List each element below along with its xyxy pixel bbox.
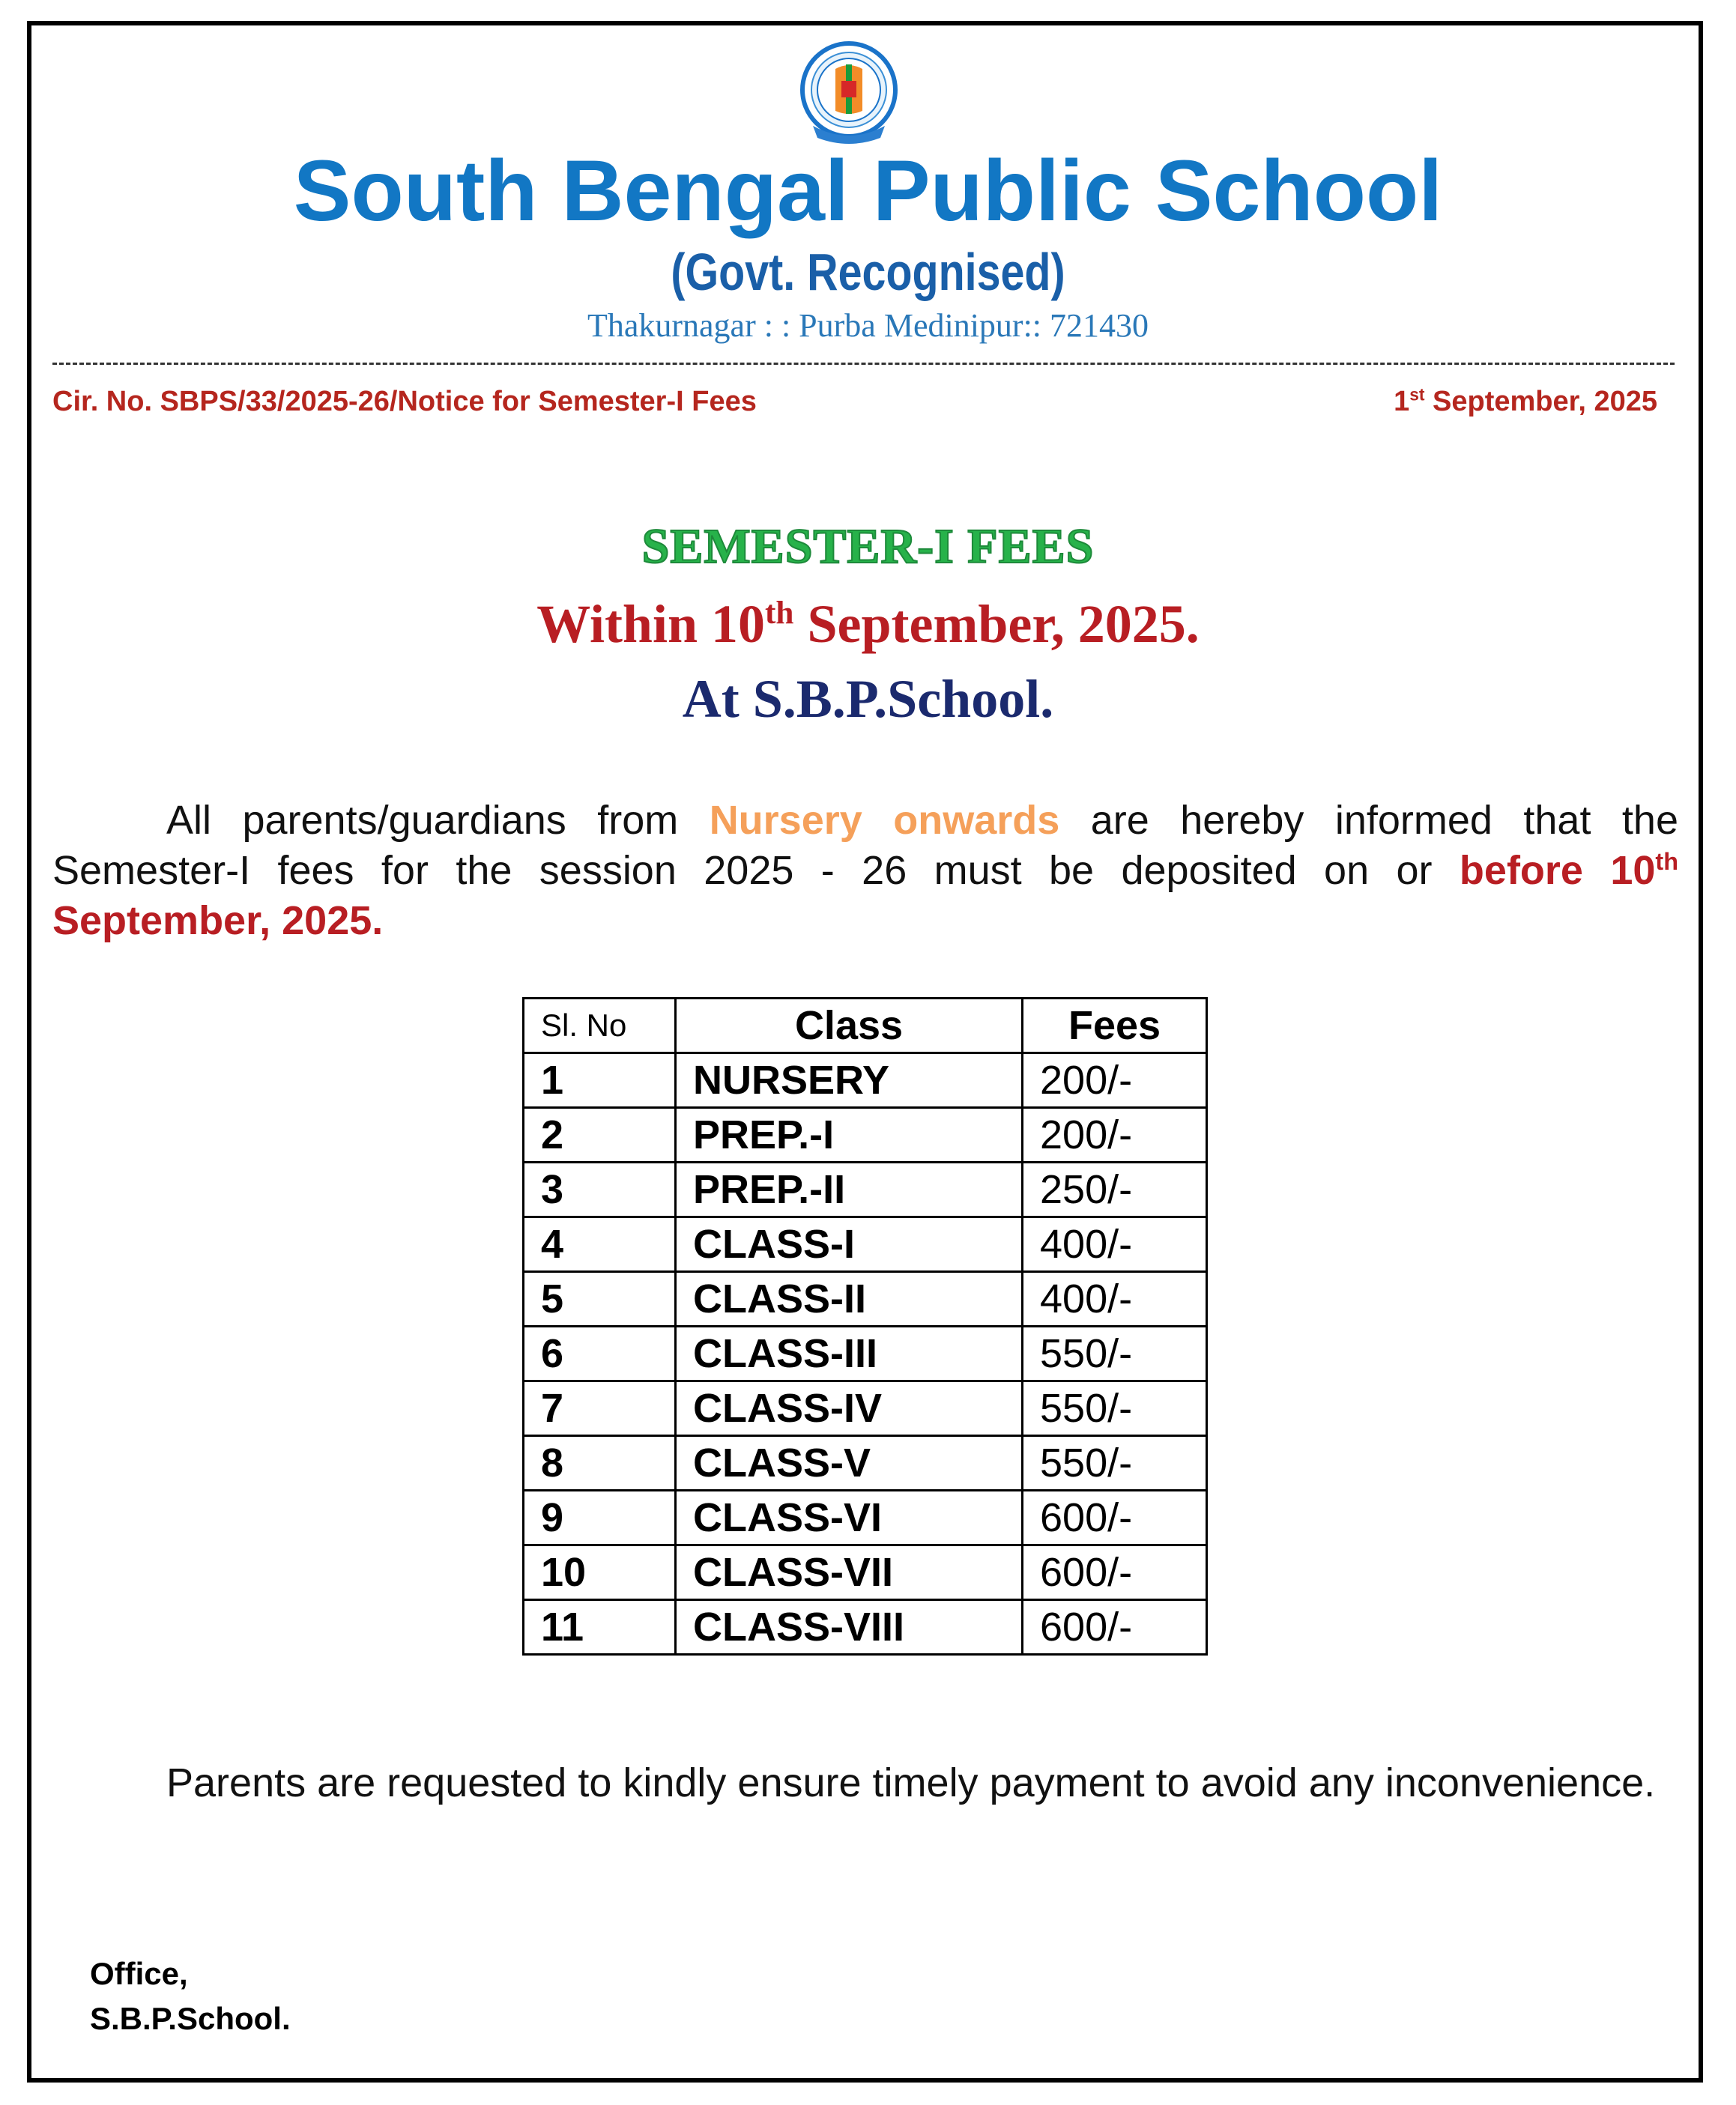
cell-sl: 10 — [524, 1545, 676, 1600]
table-row — [524, 1272, 1207, 1327]
cell-fees: 200/- — [1023, 1053, 1207, 1108]
cell-sl: 11 — [524, 1600, 676, 1655]
cell-class: CLASS-VI — [676, 1491, 1023, 1545]
school-address: Thakurnagar : : Purba Medinipur:: 721430 — [587, 307, 1149, 344]
cell-class: PREP.-I — [676, 1108, 1023, 1163]
cell-fees: 550/- — [1023, 1327, 1207, 1381]
table-row — [524, 1491, 1207, 1545]
recognition-wrap — [0, 238, 1736, 306]
cell-class: NURSERY — [676, 1053, 1023, 1108]
circular-number: Cir. No. SBPS/33/2025-26/Notice for Semester-I Fees — [52, 386, 757, 417]
table-row — [524, 1108, 1207, 1163]
cell-sl: 2 — [524, 1108, 676, 1163]
header-fees: Fees — [1023, 999, 1207, 1053]
cell-fees: 600/- — [1023, 1545, 1207, 1600]
signature-line2: S.B.P.School. — [90, 2001, 291, 2036]
notice-heading: SEMESTER-I FEES — [641, 519, 1095, 574]
deadline-line — [0, 590, 1736, 658]
cell-fees: 400/- — [1023, 1217, 1207, 1272]
school-crest-icon — [796, 39, 901, 148]
deadline-rest: September, 2025. — [793, 594, 1200, 654]
notice-paragraph — [52, 796, 1678, 946]
cell-fees: 550/- — [1023, 1436, 1207, 1491]
p1-red1: before 10 — [1459, 848, 1656, 893]
table-row — [524, 1545, 1207, 1600]
recognition-text: (Govt. Recognised) — [671, 243, 1065, 301]
signature-block — [90, 1951, 291, 2041]
header-class: Class — [676, 999, 1023, 1053]
date-rest: September, 2025 — [1424, 386, 1657, 417]
table-row — [524, 1600, 1207, 1655]
date-suffix: st — [1409, 384, 1425, 405]
date-day: 1 — [1394, 386, 1410, 417]
cell-sl: 8 — [524, 1436, 676, 1491]
p1-red2: September, 2025. — [52, 898, 384, 943]
table-row — [524, 1053, 1207, 1108]
p1-part2: are hereby informed that the Semester-I fees for the session 2025 - 26 must be deposited on or — [52, 798, 1678, 893]
p1-red-sup: th — [1655, 848, 1678, 875]
table-row — [524, 1436, 1207, 1491]
cell-sl: 6 — [524, 1327, 676, 1381]
fees-table — [522, 997, 1208, 1656]
header-sl-no: Sl. No — [524, 999, 676, 1053]
cell-fees: 600/- — [1023, 1600, 1207, 1655]
cell-class: CLASS-I — [676, 1217, 1023, 1272]
table-row — [524, 1217, 1207, 1272]
deadline-suffix: th — [765, 596, 794, 631]
table-row — [524, 1163, 1207, 1217]
cell-fees: 400/- — [1023, 1272, 1207, 1327]
cell-sl: 7 — [524, 1381, 676, 1436]
table-header-row — [524, 999, 1207, 1053]
deadline-prefix: Within 10 — [536, 594, 766, 654]
cell-class: CLASS-III — [676, 1327, 1023, 1381]
cell-class: CLASS-IV — [676, 1381, 1023, 1436]
cell-fees: 250/- — [1023, 1163, 1207, 1217]
cell-sl: 4 — [524, 1217, 676, 1272]
header-divider — [52, 363, 1675, 365]
cell-class: CLASS-V — [676, 1436, 1023, 1491]
cell-sl: 9 — [524, 1491, 676, 1545]
signature-line1: Office, — [90, 1956, 188, 1991]
cell-sl: 3 — [524, 1163, 676, 1217]
cell-sl: 5 — [524, 1272, 676, 1327]
closing-paragraph: Parents are requested to kindly ensure timely payment to avoid any inconvenience. — [166, 1760, 1656, 1805]
circular-date — [1394, 381, 1657, 422]
cell-fees: 600/- — [1023, 1491, 1207, 1545]
p1-highlight: Nursery onwards — [709, 798, 1060, 843]
cell-fees: 200/- — [1023, 1108, 1207, 1163]
venue-line: At S.B.P.School. — [682, 669, 1054, 729]
school-name: South Bengal Public School — [293, 143, 1443, 239]
cell-class: CLASS-VII — [676, 1545, 1023, 1600]
cell-class: PREP.-II — [676, 1163, 1023, 1217]
table-row — [524, 1327, 1207, 1381]
table-row — [524, 1381, 1207, 1436]
cell-class: CLASS-II — [676, 1272, 1023, 1327]
cell-class: CLASS-VIII — [676, 1600, 1023, 1655]
p1-part1: All parents/guardians from — [166, 798, 710, 843]
cell-fees: 550/- — [1023, 1381, 1207, 1436]
cell-sl: 1 — [524, 1053, 676, 1108]
